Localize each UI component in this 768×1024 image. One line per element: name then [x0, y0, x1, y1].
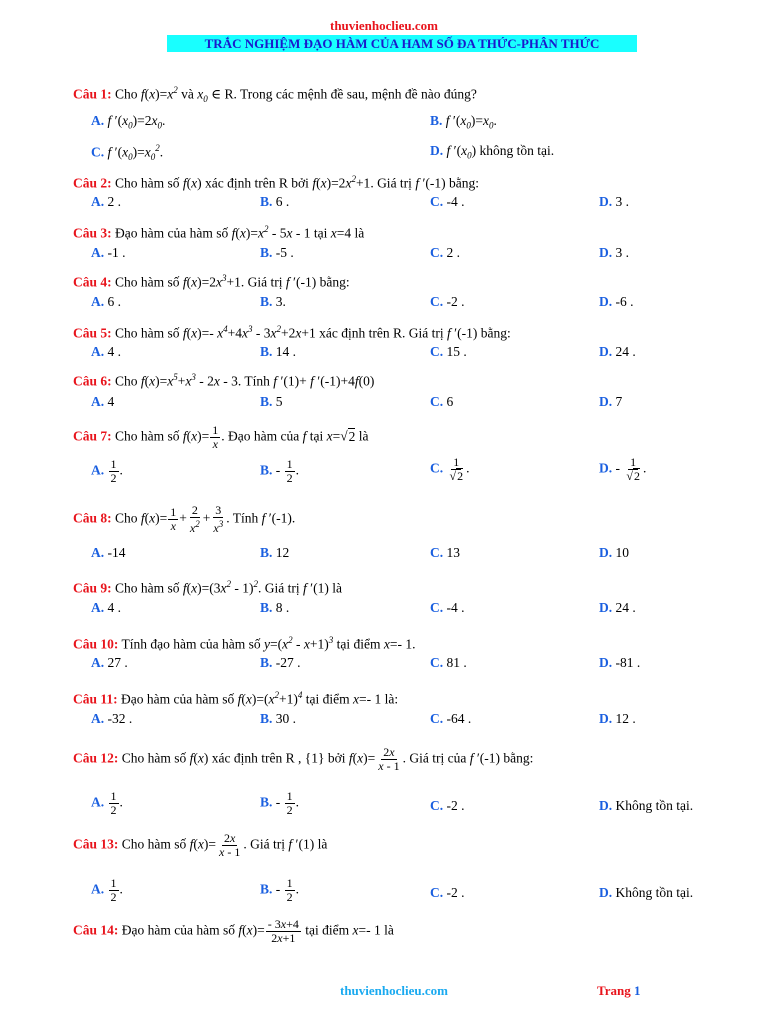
- option-13c[interactable]: C. -2 .: [430, 885, 465, 900]
- question-label: Câu 1:: [73, 86, 112, 102]
- option-2d[interactable]: D. 3 .: [599, 194, 629, 209]
- option-11d[interactable]: D. 12 .: [599, 711, 636, 726]
- option-9a[interactable]: A. 4 .: [91, 600, 121, 615]
- option-11b[interactable]: B. 30 .: [260, 711, 297, 726]
- option-6d[interactable]: D. 7: [599, 394, 623, 409]
- option-7a[interactable]: A. $\frac{1}{2}$ .: [91, 457, 123, 485]
- option-9d[interactable]: D. 24 .: [599, 600, 636, 615]
- option-11a[interactable]: A. -32 .: [91, 711, 133, 726]
- question-13: Câu 13: Cho hàm số f(x)= $\frac{2x}{x - 1}$ . Giá trị f ′(1) là: [73, 831, 328, 859]
- site-header[interactable]: thuvienhoclieu.com: [330, 18, 438, 33]
- question-12: Câu 12: Cho hàm số f(x) xác định trên R , {1} bởi f(x)= $\frac{2x}{x - 1}$ . Giá trị của f ′(-1) bằng:: [73, 745, 534, 773]
- option-3a[interactable]: A. -1 .: [91, 245, 126, 260]
- question-9: Câu 9: Cho hàm số $f(x)=(3x^2 - 1)^2$. Giá trị f ′(1) là: [73, 579, 342, 596]
- question-2: Câu 2: Cho hàm số f(x) xác định trên R bởi $f(x)=2x^2+1$. Giá trị f ′(-1) bằng:: [73, 174, 480, 191]
- question-4: Câu 4: Cho hàm số $f(x)=2x^3+1$. Giá trị f ′(-1) bằng:: [73, 273, 350, 290]
- option-5a[interactable]: A. 4 .: [91, 344, 121, 359]
- option-10a[interactable]: A. 27 .: [91, 655, 128, 670]
- option-4c[interactable]: C. -2 .: [430, 294, 465, 309]
- option-3d[interactable]: D. 3 .: [599, 245, 629, 260]
- option-5c[interactable]: C. 15 .: [430, 344, 467, 359]
- option-13b[interactable]: B. - $\frac{1}{2}$ .: [260, 876, 300, 904]
- question-8: Câu 8: Cho f(x)= $\frac{1}{x}$ + $\frac{2}{x^2}$ + $\frac{3}{x^3}$ . Tính f ′(-1).: [73, 503, 296, 535]
- option-4a[interactable]: A. 6 .: [91, 294, 121, 309]
- question-7: Câu 7: Cho hàm số f(x)= $\frac{1}{x}$ . Đạo hàm của f tại x=√2 là: [73, 423, 369, 451]
- option-13a[interactable]: A. $\frac{1}{2}$ .: [91, 876, 123, 904]
- option-12c[interactable]: C. -2 .: [430, 798, 465, 813]
- option-12b[interactable]: B. - $\frac{1}{2}$ .: [260, 789, 300, 817]
- option-3c[interactable]: C. 2 .: [430, 245, 460, 260]
- option-13d[interactable]: D. Không tồn tại.: [599, 885, 694, 900]
- option-6c[interactable]: C. 6: [430, 394, 454, 409]
- option-2a[interactable]: A. 2 .: [91, 194, 121, 209]
- option-1c[interactable]: C. f $'(x_0)=x_0^2$.: [91, 143, 164, 163]
- option-3b[interactable]: B. -5 .: [260, 245, 294, 260]
- question-11: Câu 11: Đạo hàm của hàm số $f(x)=(x^2+1)^4$ tại điểm x=- 1 là:: [73, 690, 399, 707]
- page-number: Trang 1: [597, 983, 641, 998]
- question-14: Câu 14: Đạo hàm của hàm số f(x)= $\frac{- 3x+4}{2x+1}$ tại điểm x=- 1 là: [73, 917, 394, 945]
- footer-site[interactable]: thuvienhoclieu.com: [340, 983, 448, 998]
- option-5d[interactable]: D. 24 .: [599, 344, 636, 359]
- option-8a[interactable]: A. -14: [91, 545, 126, 560]
- option-8d[interactable]: D. 10: [599, 545, 629, 560]
- option-12a[interactable]: A. $\frac{1}{2}$ .: [91, 789, 123, 817]
- option-12d[interactable]: D. Không tồn tại.: [599, 798, 694, 813]
- question-5: Câu 5: Cho hàm số f(x)=- $x^4+4x^3 - 3x^2+2x+1$ xác định trên R. Giá trị f ′(-1) bằng:: [73, 324, 511, 341]
- option-2b[interactable]: B. 6 .: [260, 194, 290, 209]
- option-5b[interactable]: B. 14 .: [260, 344, 297, 359]
- option-7d[interactable]: D. - $\frac{1}{√2}$ .: [599, 455, 647, 483]
- question-10: Câu 10: Tính đạo hàm của hàm số $y=(x^2 - x+1)^3$ tại điểm x=- 1.: [73, 635, 416, 652]
- option-1d[interactable]: D. f $'(x_0)$ không tồn tại.: [430, 143, 555, 161]
- option-7b[interactable]: B. - $\frac{1}{2}$ .: [260, 457, 300, 485]
- option-4b[interactable]: B. 3.: [260, 294, 286, 309]
- option-1b[interactable]: B. f $'(x_0)=x_0$.: [430, 113, 497, 131]
- option-8c[interactable]: C. 13: [430, 545, 460, 560]
- question-1: Câu 1: Cho $f(x)=x^2$ và $x_0$ ∈ R. Trong các mệnh đề sau, mệnh đề nào đúng?: [73, 85, 477, 105]
- option-10c[interactable]: C. 81 .: [430, 655, 467, 670]
- option-6b[interactable]: B. 5: [260, 394, 283, 409]
- option-9c[interactable]: C. -4 .: [430, 600, 465, 615]
- option-7c[interactable]: C. $\frac{1}{√2}$ .: [430, 455, 470, 483]
- option-2c[interactable]: C. -4 .: [430, 194, 465, 209]
- page-title: TRẮC NGHIỆM ĐẠO HÀM CỦA HAM SỐ ĐA THỨC-PHÂN THỨC: [167, 35, 637, 52]
- option-6a[interactable]: A. 4: [91, 394, 115, 409]
- option-8b[interactable]: B. 12: [260, 545, 290, 560]
- option-1a[interactable]: A. f $'(x_0)=2x_0$.: [91, 113, 166, 131]
- option-11c[interactable]: C. -64 .: [430, 711, 472, 726]
- question-6: Câu 6: Cho $f(x)=x^5+x^3 - 2x - 3$. Tính f ′(1)+ f ′(-1)+4f(0): [73, 372, 375, 389]
- option-10b[interactable]: B. -27 .: [260, 655, 301, 670]
- question-3: Câu 3: Đạo hàm của hàm số $f(x)=x^2 - 5x - 1$ tại x=4 là: [73, 224, 365, 241]
- option-10d[interactable]: D. -81 .: [599, 655, 641, 670]
- option-4d[interactable]: D. -6 .: [599, 294, 634, 309]
- option-9b[interactable]: B. 8 .: [260, 600, 290, 615]
